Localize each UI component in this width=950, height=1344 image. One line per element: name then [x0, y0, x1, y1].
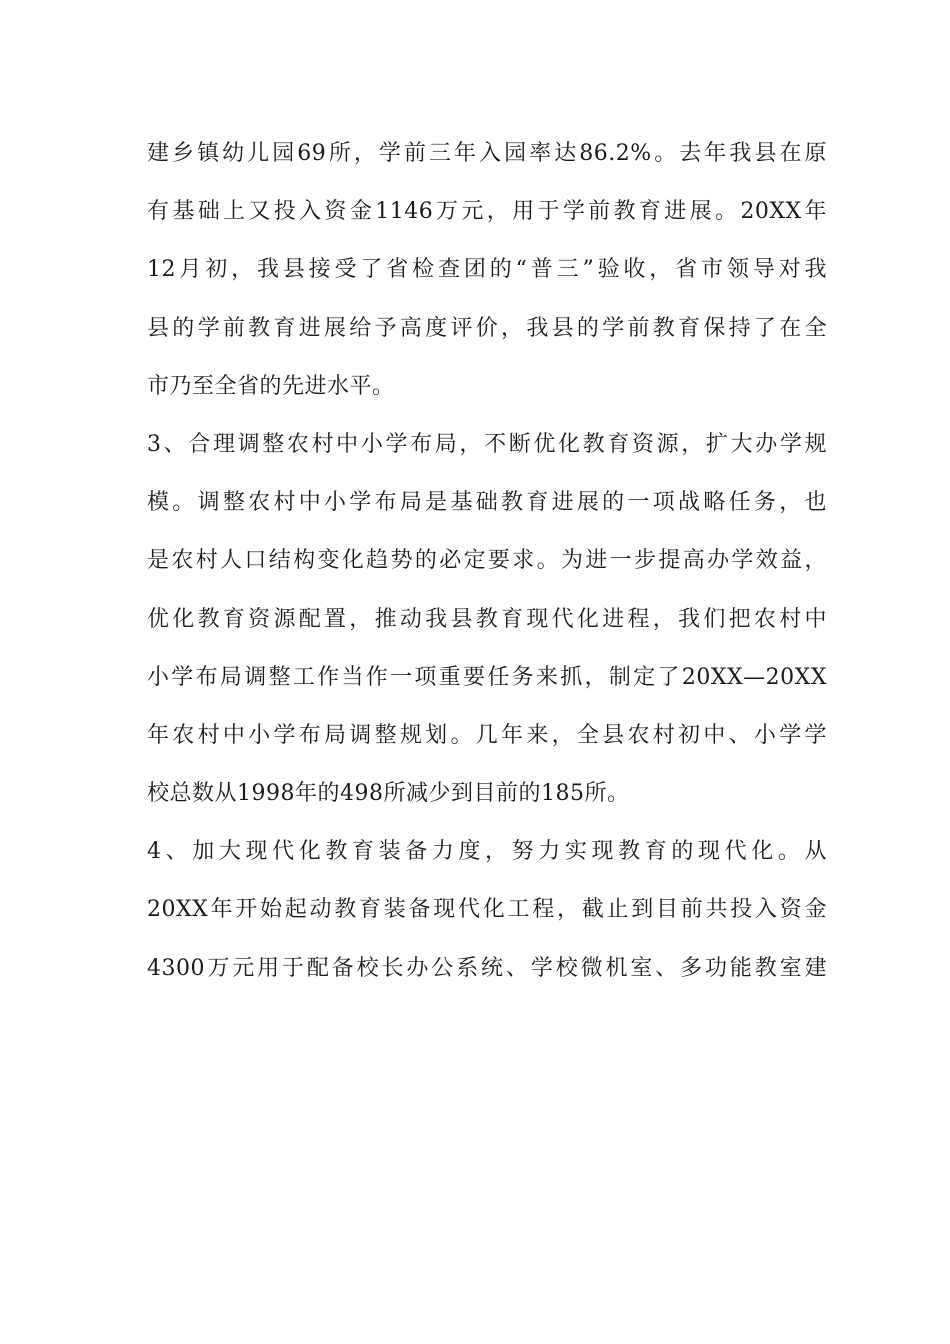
text-line: 4、加大现代化教育装备力度，努力实现教育的现代化。从 [147, 839, 827, 865]
text-line: 20XX年开始起动教育装备现代化工程，截止到目前共投入资金 [147, 897, 827, 923]
text-line: 12月初，我县接受了省检查团的“普三”验收，省市领导对我 [147, 257, 827, 283]
text-line: 建乡镇幼儿园69所，学前三年入园率达86.2%。去年我县在原 [147, 141, 827, 166]
text-line: 模。调整农村中小学布局是基础教育进展的一项战略任务，也 [147, 490, 827, 516]
text-line: 3、合理调整农村中小学布局，不断优化教育资源，扩大办学规 [147, 431, 827, 457]
text-line: 优化教育资源配置，推动我县教育现代化进程，我们把农村中 [147, 606, 827, 632]
text-line: 4300万元用于配备校长办公系统、学校微机室、多功能教室建 [147, 955, 827, 981]
text-line: 年农村中小学布局调整规划。几年来，全县农村初中、小学学 [147, 722, 827, 748]
text-line: 有基础上又投入资金1146万元，用于学前教育进展。20XX年 [147, 199, 827, 225]
text-line: 小学布局调整工作当作一项重要任务来抓，制定了20XX—20XX [147, 664, 827, 690]
text-line: 是农村人口结构变化趋势的必定要求。为进一步提高办学效益， [147, 548, 827, 574]
text-line: 县的学前教育进展给予高度评价，我县的学前教育保持了在全 [147, 315, 827, 341]
document-body [147, 134, 827, 1007]
text-line: 校总数从1998年的498所减少到目前的185所。 [147, 781, 630, 807]
text-line: 市乃至全省的先进水平。 [147, 373, 395, 399]
